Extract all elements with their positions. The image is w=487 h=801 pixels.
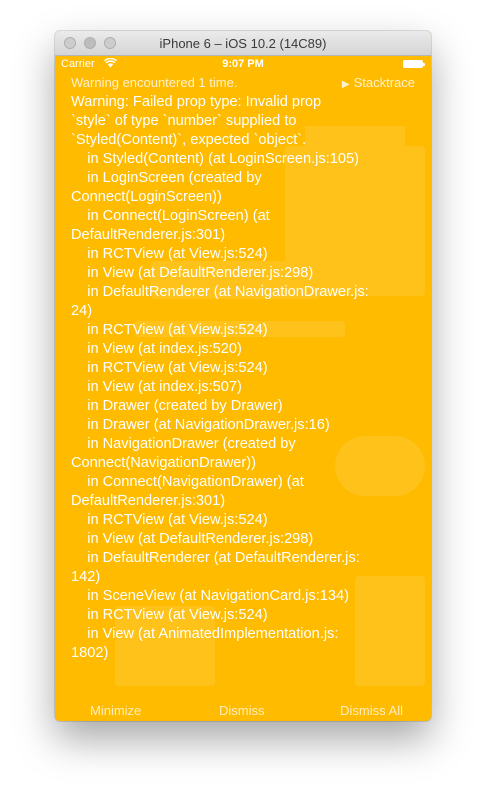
dismiss-all-button[interactable]: Dismiss All [340, 703, 403, 718]
carrier-label: Carrier [61, 58, 95, 70]
warning-message-line: Warning: Failed prop type: Invalid prop [71, 94, 322, 110]
warning-message-line: in View (at DefaultRenderer.js:298) [71, 531, 314, 547]
warning-message-line: in Drawer (created by Drawer) [71, 398, 283, 414]
warning-message-line: in SceneView (at NavigationCard.js:134) [71, 588, 349, 604]
warning-message-line: in NavigationDrawer (created by [71, 436, 296, 452]
warning-message-line: in RCTView (at View.js:524) [71, 246, 268, 262]
warning-message-line: in LoginScreen (created by [71, 170, 262, 186]
stacktrace-label: Stacktrace [353, 75, 415, 90]
minimize-button[interactable]: Minimize [90, 703, 142, 718]
warning-message-line: in RCTView (at View.js:524) [71, 607, 268, 623]
warning-message-line: 1802) [71, 645, 109, 661]
warning-message-line: in Connect(LoginScreen) (at [71, 208, 270, 224]
warning-message-line: Connect(NavigationDrawer)) [71, 455, 256, 471]
device-screen [55, 56, 431, 721]
dismiss-button[interactable]: Dismiss [219, 703, 265, 718]
play-triangle-icon: ▶ [341, 79, 350, 90]
warning-message[interactable] [71, 93, 423, 679]
warning-message-line: in View (at AnimatedImplementation.js: [71, 626, 339, 642]
warning-message-line: DefaultRenderer.js:301) [71, 227, 226, 243]
warning-message-line: in DefaultRenderer (at NavigationDrawer.js: [71, 284, 369, 300]
window-title: iPhone 6 – iOS 10.2 (14C89) [159, 36, 327, 51]
warning-message-line: in Connect(NavigationDrawer) (at [71, 474, 304, 490]
warning-message-line: `Styled(Content)`, expected `object`. [71, 132, 307, 148]
yellowbox-button-bar [55, 703, 431, 721]
warning-message-line: in RCTView (at View.js:524) [71, 322, 268, 338]
stacktrace-toggle[interactable] [342, 75, 415, 90]
warning-message-line: in DefaultRenderer (at DefaultRenderer.js: [71, 550, 360, 566]
warning-message-line: DefaultRenderer.js:301) [71, 493, 226, 509]
window-titlebar[interactable] [55, 31, 431, 56]
ios-status-bar [55, 56, 431, 72]
warning-message-line: `style` of type `number` supplied to [71, 113, 297, 129]
status-time: 9:07 PM [222, 58, 264, 70]
warning-message-line: 24) [71, 303, 93, 319]
battery-icon [403, 60, 423, 68]
warning-message-line: 142) [71, 569, 101, 585]
warning-message-line: in RCTView (at View.js:524) [71, 512, 268, 528]
warning-message-line: in View (at index.js:507) [71, 379, 242, 395]
warning-message-line: in RCTView (at View.js:524) [71, 360, 268, 376]
warning-message-line: in View (at DefaultRenderer.js:298) [71, 265, 314, 281]
warning-message-line: Connect(LoginScreen)) [71, 189, 222, 205]
warning-message-line: in Drawer (at NavigationDrawer.js:16) [71, 417, 330, 433]
warning-message-line: in Styled(Content) (at LoginScreen.js:105) [71, 151, 359, 167]
warning-message-line: in View (at index.js:520) [71, 341, 242, 357]
warning-count-label: Warning encountered 1 time. [71, 75, 238, 90]
simulator-window [55, 31, 431, 721]
